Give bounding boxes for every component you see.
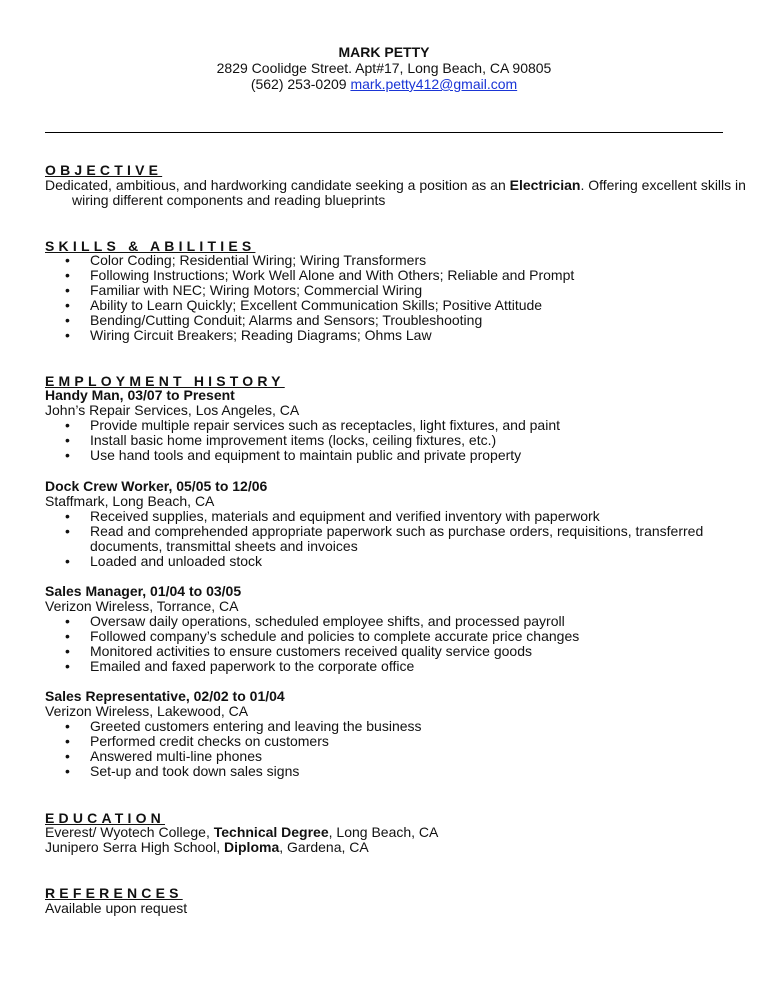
references-heading: REFERENCES — [45, 885, 183, 901]
school-location: , Gardena, CA — [279, 839, 369, 855]
list-item: • Emailed and faxed paperwork to the corporate office — [45, 659, 725, 674]
job-company: Verizon Wireless, Lakewood, CA — [45, 703, 249, 719]
candidate-address: 2829 Coolidge Street. Apt#17, Long Beach, CA 90805 — [216, 60, 552, 76]
resume-header — [0, 44, 768, 92]
list-item: • Received supplies, materials and equipment and verified inventory with paperwork — [45, 509, 725, 524]
list-item: • Ability to Learn Quickly; Excellent Communication Skills; Positive Attitude — [45, 298, 725, 313]
job-title: Sales Manager, 01/04 to 03/05 — [45, 583, 242, 599]
objective-heading: OBJECTIVE — [45, 162, 163, 178]
job-title: Sales Representative, 02/02 to 01/04 — [45, 688, 285, 704]
list-item: • Use hand tools and equipment to maintain public and private property — [45, 448, 725, 463]
job-duties — [45, 418, 725, 463]
job-company: John’s Repair Services, Los Angeles, CA — [45, 402, 300, 418]
skills-list — [45, 253, 725, 343]
list-item: • Read and comprehended appropriate paperwork such as purchase orders, requisitions, transferred documents, transmittal sheets and invoices — [45, 524, 725, 554]
job-entry — [45, 388, 725, 463]
degree-name: Technical Degree — [213, 824, 329, 840]
objective-text — [45, 178, 752, 208]
job-title: Dock Crew Worker, 05/05 to 12/06 — [45, 478, 268, 494]
list-item: • Install basic home improvement items (locks, ceiling fixtures, etc.) — [45, 433, 725, 448]
list-item: • Wiring Circuit Breakers; Reading Diagrams; Ohms Law — [45, 328, 725, 343]
candidate-email-link[interactable]: mark.petty412@gmail.com — [350, 76, 518, 92]
school-location: , Long Beach, CA — [328, 824, 439, 840]
candidate-name: MARK PETTY — [338, 44, 430, 60]
job-entry — [45, 584, 725, 674]
list-item: • Set-up and took down sales signs — [45, 764, 725, 779]
objective-target-role: Electrician — [509, 177, 581, 193]
list-item: • Oversaw daily operations, scheduled employee shifts, and processed payroll — [45, 614, 725, 629]
list-item: • Following Instructions; Work Well Alone and With Others; Reliable and Prompt — [45, 268, 725, 283]
list-item: • Color Coding; Residential Wiring; Wiring Transformers — [45, 253, 725, 268]
list-item: • Bending/Cutting Conduit; Alarms and Sensors; Troubleshooting — [45, 313, 725, 328]
objective-text-end: . Offering excellent skills in wiring different components and reading blueprints — [72, 177, 746, 208]
job-duties — [45, 614, 725, 674]
list-item: • Loaded and unloaded stock — [45, 554, 725, 569]
school-name: Everest/ Wyotech College, — [45, 824, 214, 840]
school-name: Junipero Serra High School, — [45, 839, 224, 855]
list-item: • Followed company’s schedule and policies to complete accurate price changes — [45, 629, 725, 644]
contact-line — [0, 76, 768, 92]
education-heading: EDUCATION — [45, 810, 165, 826]
header-divider — [45, 132, 723, 133]
education-entry — [45, 840, 725, 855]
job-entry — [45, 689, 725, 779]
job-entry — [45, 479, 725, 569]
job-duties — [45, 719, 725, 779]
job-company: Staffmark, Long Beach, CA — [45, 493, 215, 509]
list-item: • Answered multi-line phones — [45, 749, 725, 764]
list-item: • Familiar with NEC; Wiring Motors; Commercial Wiring — [45, 283, 725, 298]
references-text: Available upon request — [45, 900, 188, 916]
education-section — [45, 825, 725, 855]
job-duties — [45, 509, 725, 569]
job-title: Handy Man, 03/07 to Present — [45, 387, 235, 403]
job-company: Verizon Wireless, Torrance, CA — [45, 598, 239, 614]
employment-heading: EMPLOYMENT HISTORY — [45, 373, 285, 389]
skills-heading: SKILLS & ABILITIES — [45, 238, 256, 254]
list-item: • Provide multiple repair services such as receptacles, light fixtures, and paint — [45, 418, 725, 433]
list-item: • Greeted customers entering and leaving the business — [45, 719, 725, 734]
list-item: • Monitored activities to ensure customers received quality service goods — [45, 644, 725, 659]
degree-name: Diploma — [224, 839, 280, 855]
objective-text-start: Dedicated, ambitious, and hardworking candidate seeking a position as an — [45, 177, 510, 193]
skills-section — [45, 253, 725, 343]
candidate-phone: (562) 253-0209 — [250, 76, 347, 92]
education-entry — [45, 825, 725, 840]
list-item: • Performed credit checks on customers — [45, 734, 725, 749]
